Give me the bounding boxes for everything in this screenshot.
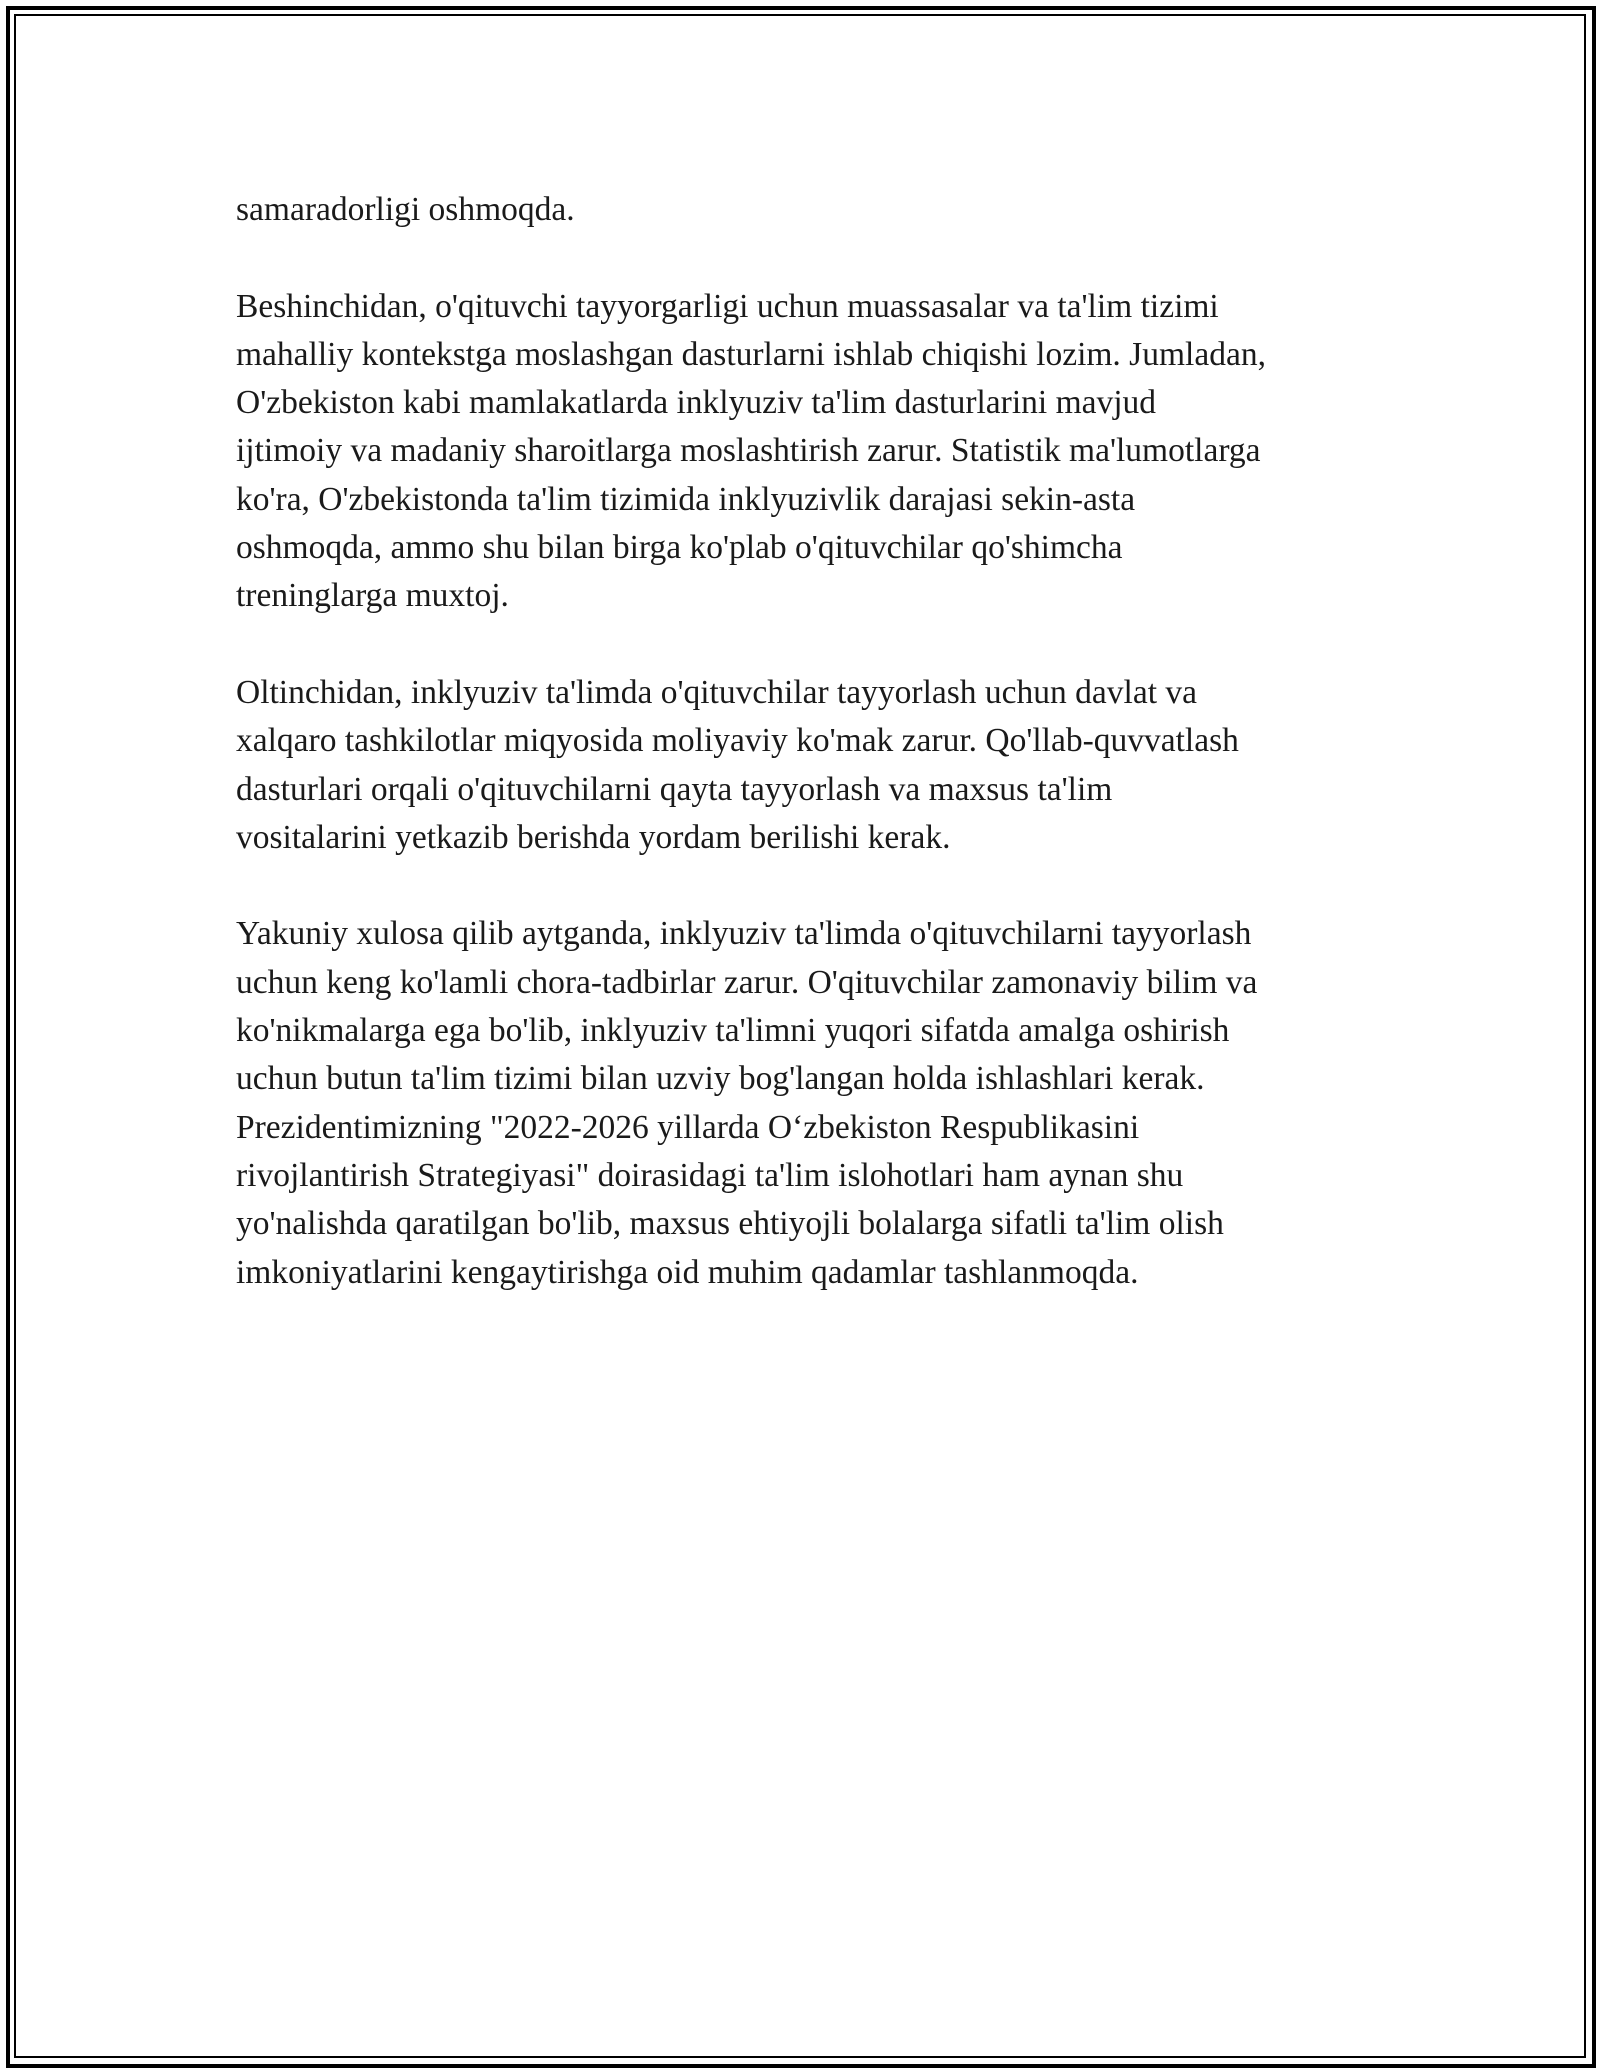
paragraph-sixth-point: Oltinchidan, inklyuziv ta'limda o'qituvchilar tayyorlash uchun davlat va xalqaro tashkilotlar miqyosida moliyaviy ko'mak zarur. Qo'llab-quvvatlash dasturlari orqali o'qituvchilarni qayta tayyorlash va maxsus ta'lim vositalarini yetkazib berishda yordam berilishi kerak. [236,673,1239,856]
paragraph-continuation: samaradorligi oshmoqda. [236,191,575,228]
paragraph-conclusion: Yakuniy xulosa qilib aytganda, inklyuziv ta'limda o'qituvchilarni tayyorlash uchun keng ko'lamli chora-tadbirlar zarur. O'qituvchilar zamonaviy bilim va ko'nikmalarga ega bo'lib, inklyuziv ta'limni yuqori sifatda amalga oshirish uchun butun ta'lim tizimi bilan uzviy bog'langan holda ishlashlari kerak. Prezidentimizning "2022-2026 yillarda O‘zbekiston Respublikasini rivojlantirish Strategiyasi" doirasidagi ta'lim islohotlari ham aynan shu yo'nalishda qaratilgan bo'lib, maxsus ehtiyojli bolalarga sifatli ta'lim olish imkoniyatlarini kengaytirishga oid muhim qadamlar tashlanmoqda. [236,915,1258,1291]
paragraph-fifth-point: Beshinchidan, o'qituvchi tayyorgarligi uchun muassasalar va ta'lim tizimi mahalliy kontekstga moslashgan dasturlarni ishlab chiqishi lozim. Jumladan, O'zbekiston kabi mamlakatlarda inklyuziv ta'lim dasturlarini mavjud ijtimoiy va madaniy sharoitlarga moslashtirish zarur. Statistik ma'lumotlarga ko'ra, O'zbekistonda ta'lim tizimida inklyuzivlik darajasi sekin-asta oshmoqda, ammo shu bilan birga ko'plab o'qituvchilar qo'shimcha treninglarga muxtoj. [236,287,1266,615]
document-body [236,186,1416,1345]
